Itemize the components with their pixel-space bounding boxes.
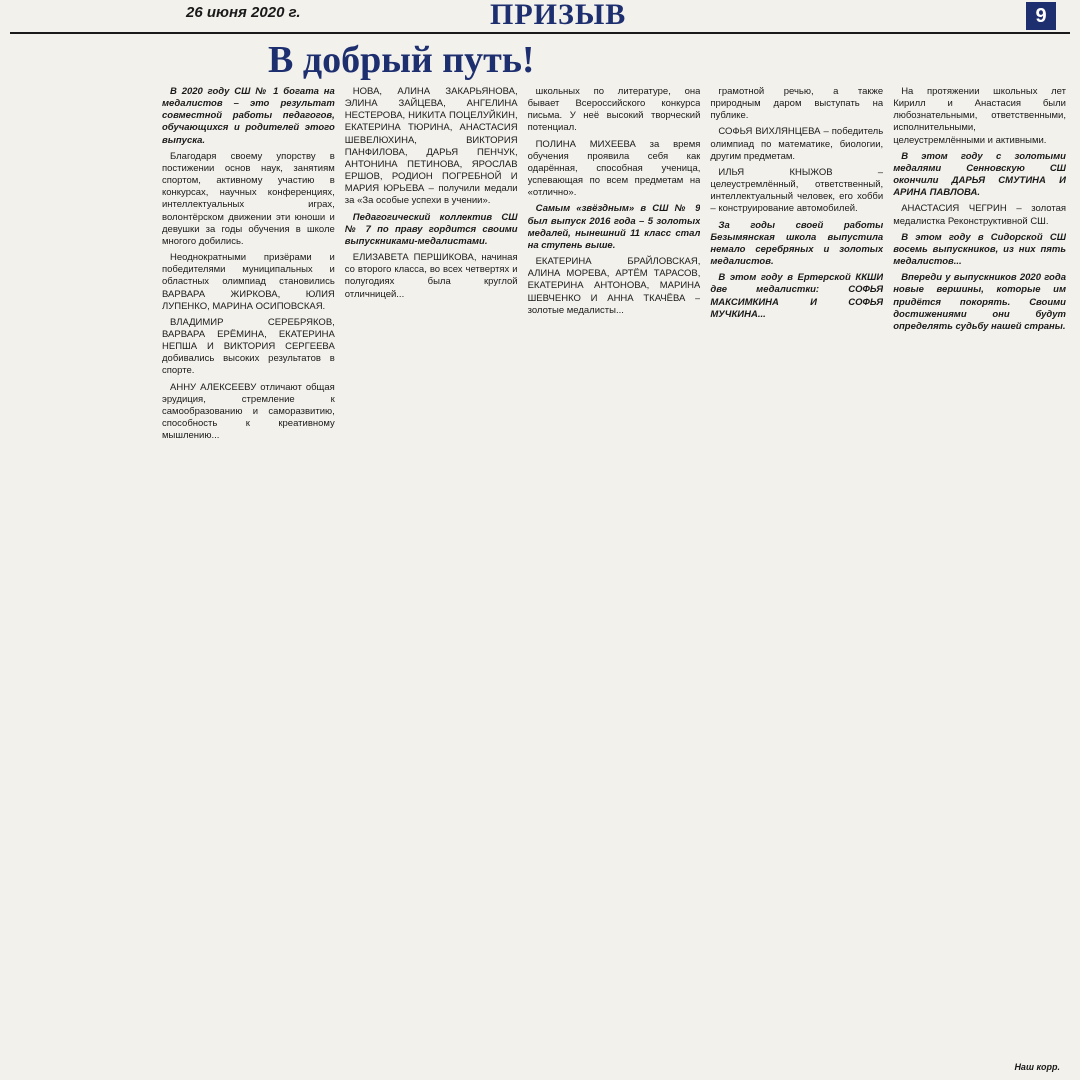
article-column-1 bbox=[162, 86, 335, 1074]
article-paragraph: В этом году с золотыми медалями Сенновскую СШ окончили ДАРЬЯ СМУТИНА И АРИНА ПАВЛОВА. bbox=[893, 150, 1066, 199]
article-paragraph: Самым «звёздным» в СШ № 9 был выпуск 2016 года – 5 золотых медалей, нынешний 11 класс стал на ступень выше. bbox=[527, 203, 701, 251]
article-paragraph: АНАСТАСИЯ ЧЕГРИН – золотая медалистка Реконструктивной СШ. bbox=[893, 203, 1066, 227]
article-column-5 bbox=[893, 86, 1066, 1074]
article-paragraph: Педагогический коллектив СШ № 7 по праву гордится своими выпускниками-медалистами. bbox=[344, 211, 518, 247]
article-paragraph: НОВА, АЛИНА ЗАКАРЬЯНОВА, ЭЛИНА ЗАЙЦЕВА, АНГЕЛИНА НЕСТЕРОВА, НИКИТА ПОЦЕЛУЙКИН, ЕКАТЕРИНА ТЮРИНА, АНАСТАСИЯ ШЕВЕЛЮХИНА, ВИКТОРИЯ ПАНФИЛОВА, ДАРЬЯ ПЕНЧУК, АНТОНИНА ПЕТИНОВА, ЯРОСЛАВ ЕРШОВ, РОДИОН ПОГРЕБНОЙ И МАРИЯ ЮРЬЕВА – получили медали за «За особые успехи в учении». bbox=[344, 86, 518, 207]
article-paragraph: СОФЬЯ ВИХЛЯНЦЕВА – победитель олимпиад по математике, биологии, другим предметам. bbox=[710, 126, 884, 162]
article-paragraph: Впереди у выпускников 2020 года новые вершины, которые им придётся покорять. Своими достижениями они будут определять судьбу нашей страны. bbox=[893, 272, 1066, 332]
article-column-3 bbox=[528, 86, 701, 1074]
article-columns bbox=[162, 86, 1066, 1074]
article-paragraph: ИЛЬЯ КНЫЖОВ – целеустремлённый, ответственный, интеллектуальный человек, его хобби – конструирование автомобилей. bbox=[710, 166, 884, 215]
article-paragraph: ВЛАДИМИР СЕРЕБРЯКОВ, ВАРВАРА ЕРЁМИНА, ЕКАТЕРИНА НЕПША И ВИКТОРИЯ СЕРГЕЕВА добивались высоких результатов в спорте. bbox=[162, 316, 335, 377]
article-paragraph: АННУ АЛЕКСЕЕВУ отличают общая эрудиция, стремление к самообразованию и саморазвитию, способность к креативному мышлению... bbox=[162, 381, 335, 442]
article-column-4 bbox=[710, 86, 883, 1074]
article-paragraph: В 2020 году СШ № 1 богата на медалистов – это результат совместной работы педагогов, обучающихся и родителей этого выпуска. bbox=[162, 86, 335, 146]
article-paragraph: На протяжении школьных лет Кирилл и Анастасия были любознательными, ответственными, исполнительными, целеустремлёнными и активными. bbox=[893, 86, 1066, 146]
newspaper-masthead: ПРИЗЫВ bbox=[490, 0, 627, 31]
article-column-2 bbox=[345, 86, 518, 1074]
article-paragraph: ПОЛИНА МИХЕЕВА за время обучения проявила себя как одарённая, способная ученица, успевающая по всем предметам на «отлично». bbox=[527, 138, 701, 199]
article-paragraph: грамотной речью, а также природным даром выступать на публике. bbox=[710, 86, 884, 122]
page-number: 9 bbox=[1026, 2, 1056, 30]
article-signature: Наш корр. bbox=[1014, 1062, 1060, 1072]
article-paragraph: За годы своей работы Безымянская школа выпустила немало серебряных и золотых медалистов. bbox=[710, 219, 884, 268]
issue-date: 26 июня 2020 г. bbox=[186, 4, 301, 21]
article-paragraph: школьных по литературе, она бывает Всероссийского конкурса письма. У неё высокий творческий потенциал. bbox=[527, 86, 701, 134]
article-paragraph: В этом году в Ертерской ККШИ две медалистки: СОФЬЯ МАКСИМКИНА И СОФЬЯ МУЧКИНА... bbox=[710, 272, 884, 320]
page-header bbox=[10, 0, 1070, 34]
article-paragraph: ЕКАТЕРИНА БРАЙЛОВСКАЯ, АЛИНА МОРЕВА, АРТЁМ ТАРАСОВ, ЕКАТЕРИНА АНТОНОВА, МАРИНА ШЕВЧЕНКО И АННА ТКАЧЁВА – золотые медалисты... bbox=[527, 256, 701, 316]
article-paragraph: ЕЛИЗАВЕТА ПЕРШИКОВА, начиная со второго класса, во всех четвертях и полугодиях была круглой отличницей... bbox=[344, 252, 518, 300]
article-paragraph: Неоднократными призёрами и победителями муниципальных и областных олимпиад становились ВАРВАРА ЖИРКОВА, ЮЛИЯ ЛУПЕНКО, МАРИНА ОСИПОВСКАЯ. bbox=[162, 252, 335, 312]
article-headline: В добрый путь! bbox=[268, 39, 535, 81]
article-paragraph: В этом году в Сидорской СШ восемь выпускников, из них пять медалистов... bbox=[893, 231, 1066, 268]
article-paragraph: Благодаря своему упорству в постижении основ наук, занятиям спортом, активному участию в конкурсах, научных конференциях, интеллектуальных играх, волонтёрском движении эти юноши и девушки за годы обучения в школе многого добились. bbox=[162, 150, 335, 247]
